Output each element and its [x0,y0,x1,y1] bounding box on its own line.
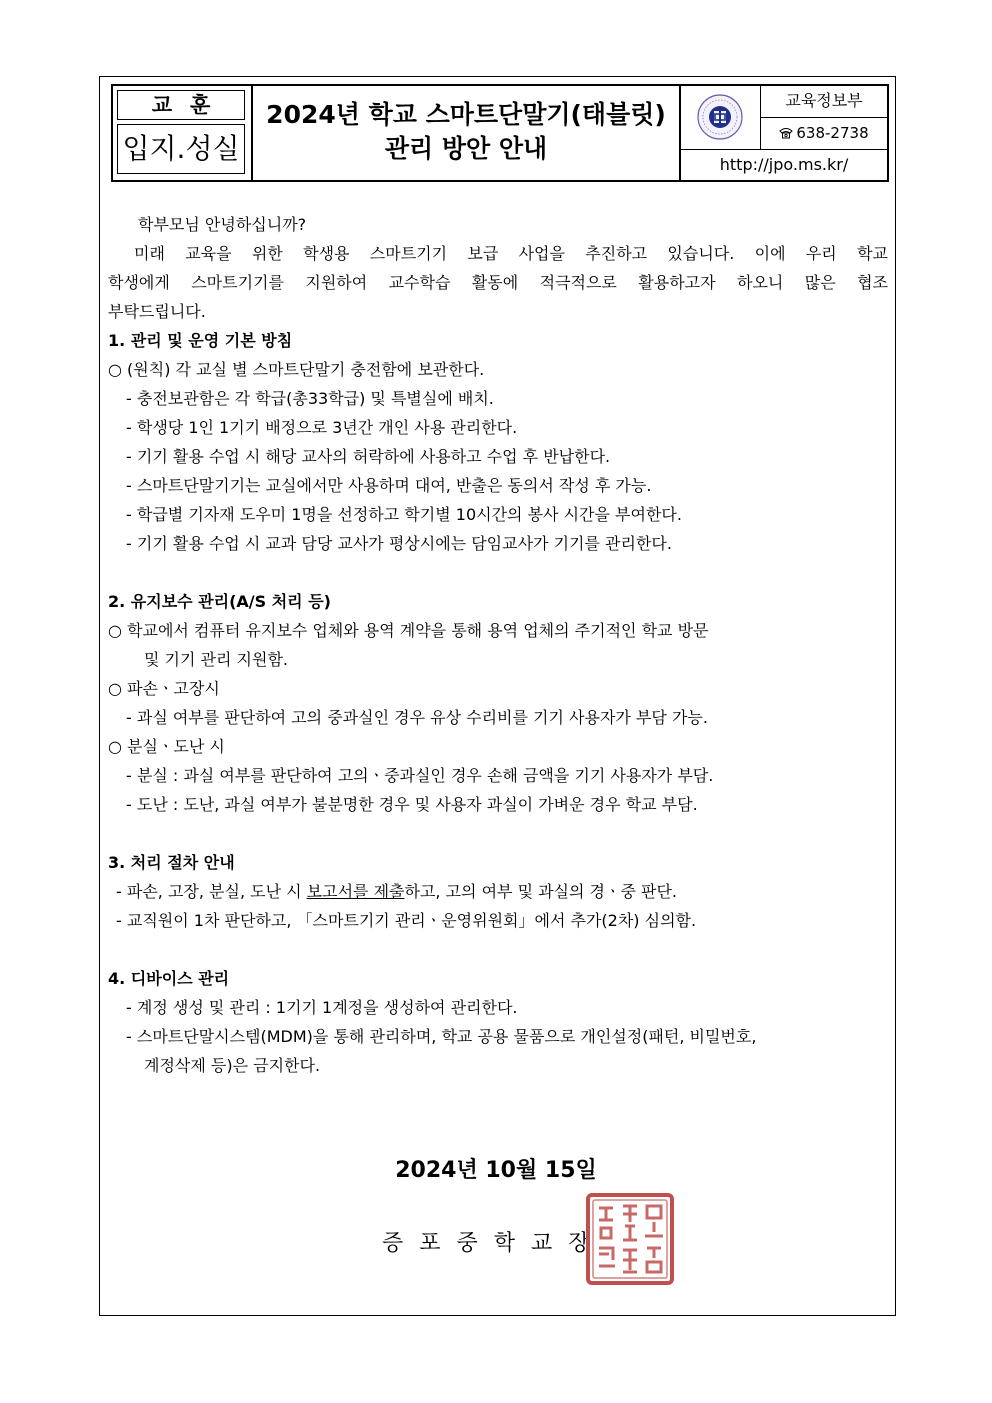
motto-label: 교훈 [117,90,245,120]
title-line-1: 2024년 학교 스마트단말기(태블릿) [266,100,666,129]
section-3-item-1-pre: - 파손, 고장, 분실, 도난 시 [116,882,307,901]
list-item: - 스마트단말기기는 교실에서만 사용하며 대여, 반출은 동의서 작성 후 가능. [126,476,652,495]
phone-number: 638-2738 [796,124,869,142]
list-item: - 충전보관함은 각 학급(총33학급) 및 특별실에 배치. [126,389,494,408]
section-4-item-2-line-1: - 스마트단말시스템(MDM)을 통해 관리하며, 학교 공용 물품으로 개인설정(패턴, 비밀번호, [126,1027,757,1046]
spacer [108,819,888,848]
issue-date: 2024년 10월 15일 [395,1158,597,1183]
letter-header [111,84,889,182]
department-name: 교육정보부 [761,86,887,118]
school-emblem-icon [681,86,759,148]
section-1-heading: 1. 관리 및 운영 기본 방침 [108,331,293,350]
list-item: - 학생당 1인 1기기 배정으로 3년간 개인 사용 관리한다. [126,418,518,437]
intro-line-3: 부탁드립니다. [108,302,206,321]
phone-box [761,118,887,150]
section-2-item-3-sub-1: - 분실 : 과실 여부를 판단하여 고의ㆍ중과실인 경우 손해 금액을 기기 사용자가 부담. [126,766,714,785]
letter-body [108,210,888,1080]
section-4-item-2-line-2: 계정삭제 등)은 금지한다. [144,1056,321,1075]
underlined-phrase: 보고서를 제출 [306,882,405,901]
list-item: - 기기 활용 수업 시 해당 교사의 허락하에 사용하고 수업 후 반납한다. [126,447,611,466]
section-2-item-1-line-1: ○ 학교에서 컴퓨터 유지보수 업체와 용역 계약을 통해 용역 업체의 주기적인 학교 방문 [108,621,709,640]
logo-box [681,86,761,150]
title-line-2: 관리 방안 안내 [384,134,548,163]
section-3-item-1 [108,877,888,906]
spacer [108,935,888,964]
motto-box [113,86,253,180]
list-item: - 학급별 기자재 도우미 1명을 선정하고 학기별 10시간의 봉사 시간을 부여한다. [126,505,682,524]
section-4-item-1: - 계정 생성 및 관리 : 1기기 1계정을 생성하여 관리한다. [126,998,518,1017]
school-principal-name: 증포중학교장 [382,1231,606,1256]
section-2-item-2: ○ 파손ㆍ고장시 [108,679,220,698]
section-3-item-2: - 교직원이 1차 판단하고, 「스마트기기 관리ㆍ운영위원회」에서 추가(2차) 심의함. [116,911,697,930]
section-3-item-1-post: 하고, 고의 여부 및 과실의 경ㆍ중 판단. [404,882,678,901]
school-url[interactable]: http://jpo.ms.kr/ [719,155,849,174]
principal-seal-icon [585,1192,675,1286]
greeting: 학부모님 안녕하십니까? [138,215,307,234]
spacer [108,558,888,587]
section-2-item-2-sub: - 과실 여부를 판단하여 고의 중과실인 경우 유상 수리비를 기기 사용자가 부담 가능. [126,708,708,727]
section-2-heading: 2. 유지보수 관리(A/S 처리 등) [108,592,331,611]
document-title [253,86,681,180]
section-2-item-1-line-2: 및 기기 관리 지원함. [144,650,288,669]
phone-icon [779,127,793,139]
section-4-heading: 4. 디바이스 관리 [108,969,230,988]
section-1-principle: ○ (원칙) 각 교실 별 스마트단말기 충전함에 보관한다. [108,360,485,379]
intro-line-2: 학생에게 스마트기기를 지원하여 교수학습 활동에 적극적으로 활용하고자 하오니 많은 협조 [108,273,888,292]
motto-value: 입지.성실 [117,124,245,174]
section-3-heading: 3. 처리 절차 안내 [108,853,235,872]
list-item: - 기기 활용 수업 시 교과 담당 교사가 평상시에는 담임교사가 기기를 관리한다. [126,534,672,553]
section-2-item-3-sub-2: - 도난 : 도난, 과실 여부가 불분명한 경우 및 사용자 과실이 가벼운 경우 학교 부담. [126,795,698,814]
section-2-item-3: ○ 분실ㆍ도난 시 [108,737,225,756]
intro-line-1: 미래 교육을 위한 학생용 스마트기기 보급 사업을 추진하고 있습니다. 이에 우리 학교 [134,244,888,263]
